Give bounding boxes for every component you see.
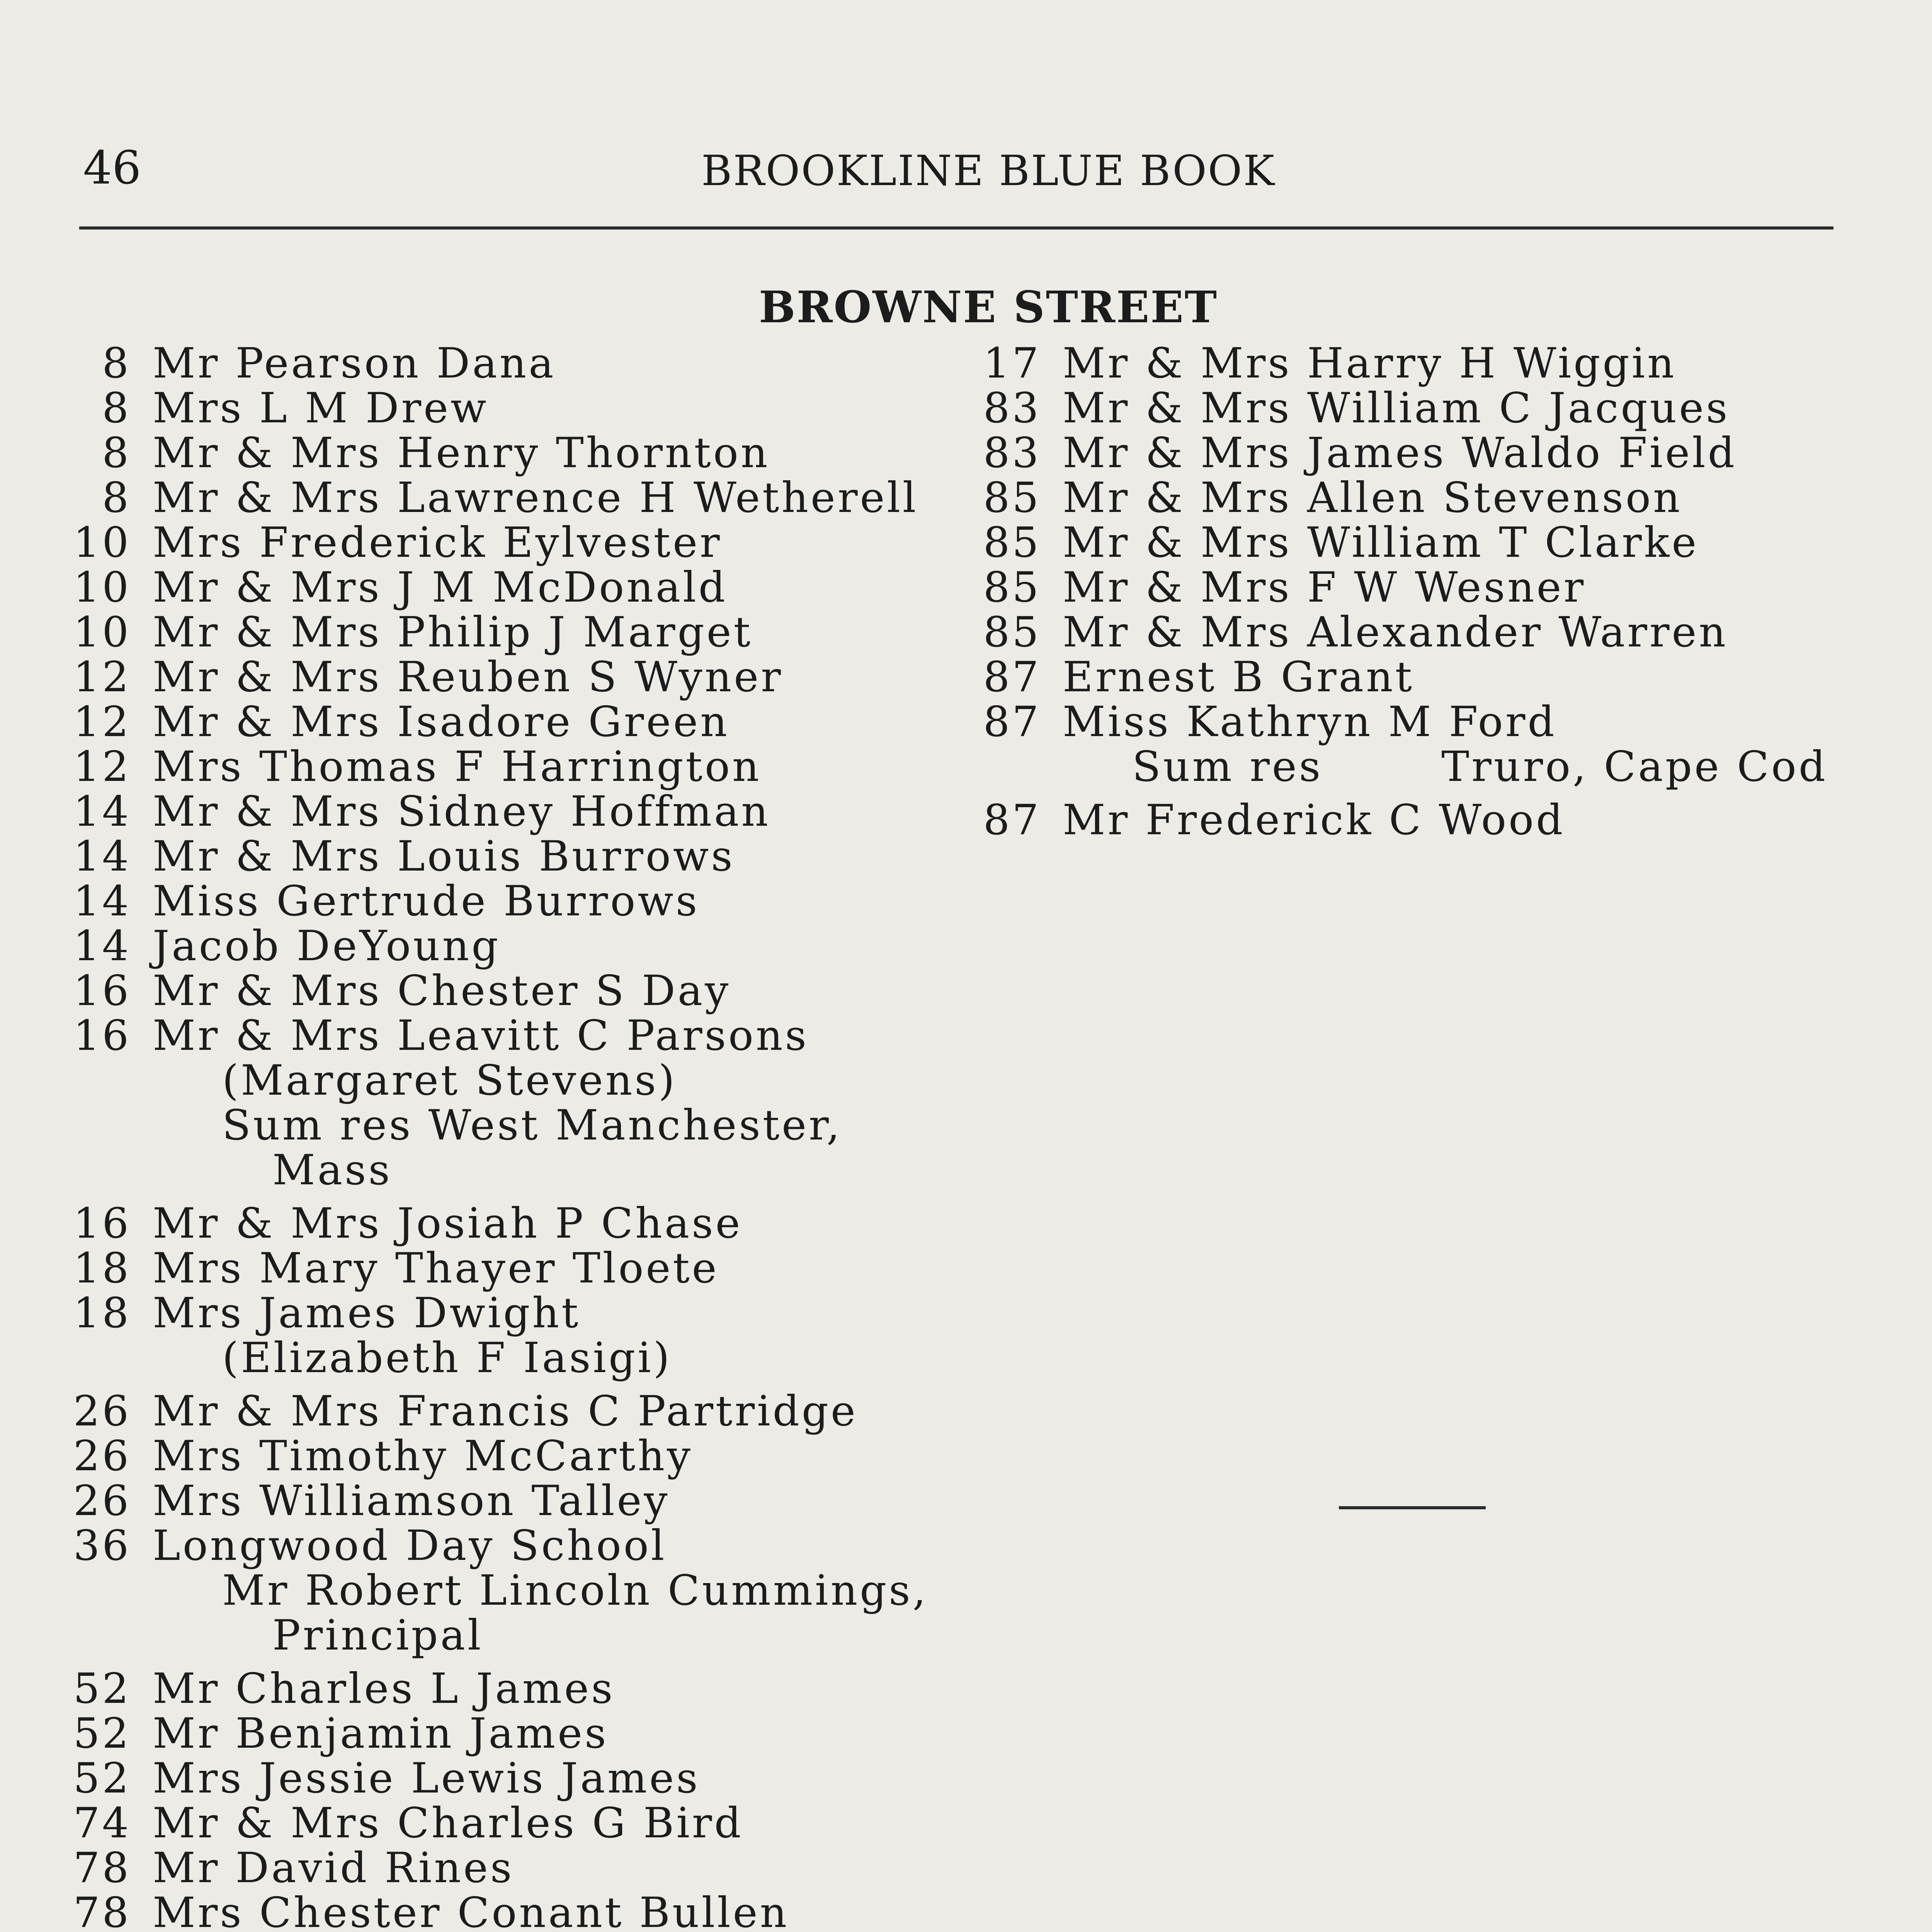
directory-entry bbox=[983, 653, 1828, 701]
house-number: 14 bbox=[73, 877, 131, 925]
resident-name: Mrs Jessie Lewis James bbox=[153, 1754, 700, 1803]
directory-entry bbox=[73, 1432, 928, 1480]
house-number: 18 bbox=[73, 1244, 131, 1293]
directory-entry bbox=[983, 519, 1828, 567]
house-number: 26 bbox=[73, 1387, 131, 1435]
section-title: BROWNE STREET bbox=[759, 282, 1218, 333]
resident-name: Mrs Williamson Talley bbox=[153, 1477, 670, 1525]
resident-name: Mr & Mrs Henry Thornton bbox=[153, 429, 770, 477]
house-number: 36 bbox=[73, 1522, 131, 1570]
directory-entry bbox=[73, 608, 928, 656]
directory-entry bbox=[983, 698, 1828, 746]
house-number: 87 bbox=[983, 796, 1041, 844]
directory-entry bbox=[73, 1844, 928, 1892]
house-number: 8 bbox=[102, 339, 131, 388]
house-number: 52 bbox=[73, 1709, 131, 1758]
entry-continuation: Mass bbox=[272, 1146, 392, 1194]
house-number: 17 bbox=[983, 339, 1041, 388]
directory-entry bbox=[73, 698, 928, 746]
resident-name: Mr & Mrs Reuben S Wyner bbox=[153, 653, 783, 701]
house-number: 26 bbox=[73, 1477, 131, 1525]
left-column bbox=[73, 339, 929, 1932]
house-number: 10 bbox=[73, 563, 131, 612]
entry-continuation: Principal bbox=[272, 1611, 483, 1660]
directory-entry bbox=[73, 922, 928, 970]
resident-name: Mrs Frederick Eylvester bbox=[153, 519, 722, 567]
resident-name: Mr & Mrs William T Clarke bbox=[1063, 519, 1699, 567]
house-number: 85 bbox=[983, 608, 1041, 656]
resident-name: Mr & Mrs James Waldo Field bbox=[1063, 429, 1737, 477]
resident-name: Mr David Rines bbox=[153, 1844, 514, 1892]
resident-name: Mr & Mrs Harry H Wiggin bbox=[1063, 339, 1677, 388]
resident-name: Mrs Chester Conant Bullen bbox=[153, 1889, 789, 1932]
directory-entry bbox=[983, 796, 1828, 844]
house-number: 14 bbox=[73, 832, 131, 881]
resident-name: Mr & Mrs Alexander Warren bbox=[1063, 608, 1728, 656]
right-column-top bbox=[983, 339, 1828, 844]
resident-name: Miss Gertrude Burrows bbox=[153, 877, 700, 925]
directory-entry bbox=[73, 1387, 928, 1435]
directory-entry bbox=[983, 608, 1828, 656]
house-number: 12 bbox=[73, 698, 131, 746]
house-number: 85 bbox=[983, 563, 1041, 612]
directory-entry bbox=[102, 474, 928, 522]
directory-entry bbox=[73, 1665, 928, 1713]
resident-name: Mr & Mrs Allen Stevenson bbox=[1063, 474, 1682, 522]
house-number: 83 bbox=[983, 384, 1041, 432]
directory-entry bbox=[983, 563, 1828, 612]
house-number: 14 bbox=[73, 787, 131, 836]
resident-name: Mrs Thomas F Harrington bbox=[153, 743, 762, 791]
house-number: 52 bbox=[73, 1754, 131, 1803]
directory-entry bbox=[73, 1244, 928, 1293]
directory-entry bbox=[73, 743, 928, 791]
column-divider-rule bbox=[1339, 1506, 1486, 1509]
entry-continuation bbox=[1063, 745, 1828, 789]
resident-name: Mr Charles L James bbox=[153, 1665, 615, 1713]
resident-name: Mr Frederick C Wood bbox=[1063, 796, 1565, 844]
house-number: 10 bbox=[73, 519, 131, 567]
house-number: 16 bbox=[73, 1199, 131, 1248]
header-rule bbox=[79, 226, 1833, 230]
resident-name: Mr & Mrs Isadore Green bbox=[153, 698, 730, 746]
house-number: 85 bbox=[983, 519, 1041, 567]
page-number: 46 bbox=[83, 141, 141, 194]
directory-entry bbox=[983, 384, 1828, 432]
house-number: 87 bbox=[983, 653, 1041, 701]
resident-name: Mr Pearson Dana bbox=[153, 339, 556, 388]
entry-continuation: (Margaret Stevens) bbox=[222, 1056, 677, 1105]
directory-entry bbox=[73, 1289, 928, 1337]
directory-entry bbox=[73, 1477, 928, 1525]
directory-entry bbox=[73, 563, 928, 612]
resident-name: Mrs James Dwight bbox=[153, 1289, 581, 1337]
directory-entry bbox=[983, 429, 1828, 477]
house-number: 8 bbox=[102, 384, 131, 432]
house-number: 16 bbox=[73, 967, 131, 1015]
resident-name: Mr & Mrs Leavitt C Parsons bbox=[153, 1012, 809, 1060]
directory-entry bbox=[983, 474, 1828, 522]
house-number: 10 bbox=[73, 608, 131, 656]
house-number: 18 bbox=[73, 1289, 131, 1337]
directory-entry bbox=[73, 787, 928, 836]
directory-entry bbox=[73, 1199, 928, 1248]
resident-name: Ernest B Grant bbox=[1063, 653, 1415, 701]
resident-name: Mr & Mrs Philip J Marget bbox=[153, 608, 753, 656]
resident-name: Mr & Mrs Francis C Partridge bbox=[153, 1387, 858, 1435]
directory-entry bbox=[73, 1754, 928, 1803]
resident-name: Mrs Mary Thayer Tloete bbox=[153, 1244, 719, 1293]
resident-name: Mrs Timothy McCarthy bbox=[153, 1432, 693, 1480]
directory-entry bbox=[73, 1709, 928, 1758]
directory-entry bbox=[102, 384, 928, 432]
house-number: 26 bbox=[73, 1432, 131, 1480]
directory-entry bbox=[73, 967, 928, 1015]
resident-name: Mr & Mrs Charles G Bird bbox=[153, 1799, 743, 1847]
house-number: 87 bbox=[983, 698, 1041, 746]
directory-entry bbox=[73, 877, 928, 925]
running-title: BROOKLINE BLUE BOOK bbox=[701, 147, 1276, 195]
directory-entry bbox=[73, 1012, 928, 1060]
house-number: 78 bbox=[73, 1889, 131, 1932]
house-number: 14 bbox=[73, 922, 131, 970]
resident-name: Mr & Mrs J M McDonald bbox=[153, 563, 728, 612]
house-number: 8 bbox=[102, 474, 131, 522]
entry-continuation: Sum res West Manchester, bbox=[222, 1101, 842, 1150]
house-number: 12 bbox=[73, 653, 131, 701]
resident-name: Mr & Mrs F W Wesner bbox=[1063, 563, 1586, 612]
continuation-label: Sum res bbox=[1132, 743, 1323, 791]
house-number: 12 bbox=[73, 743, 131, 791]
entry-continuation: Mr Robert Lincoln Cummings, bbox=[222, 1566, 929, 1615]
resident-name: Mr & Mrs Chester S Day bbox=[153, 967, 731, 1015]
house-number: 8 bbox=[102, 429, 131, 477]
house-number: 16 bbox=[73, 1012, 131, 1060]
directory-entry bbox=[73, 1889, 928, 1932]
house-number: 78 bbox=[73, 1844, 131, 1892]
resident-name: Mr & Mrs Lawrence H Wetherell bbox=[153, 474, 918, 522]
resident-name: Mrs L M Drew bbox=[153, 384, 489, 432]
house-number: 83 bbox=[983, 429, 1041, 477]
continuation-value: Truro, Cape Cod bbox=[1441, 743, 1828, 791]
directory-entry bbox=[102, 339, 928, 388]
directory-entry bbox=[983, 339, 1828, 388]
resident-name: Longwood Day School bbox=[153, 1522, 667, 1570]
resident-name: Mr & Mrs Sidney Hoffman bbox=[153, 787, 770, 836]
directory-entry bbox=[73, 1522, 928, 1570]
entry-continuation: (Elizabeth F Iasigi) bbox=[222, 1334, 672, 1382]
directory-entry bbox=[73, 653, 928, 701]
directory-entry bbox=[102, 429, 928, 477]
house-number: 52 bbox=[73, 1665, 131, 1713]
resident-name: Mr & Mrs Josiah P Chase bbox=[153, 1199, 743, 1248]
resident-name: Mr Benjamin James bbox=[153, 1709, 609, 1758]
resident-name: Mr & Mrs William C Jacques bbox=[1063, 384, 1730, 432]
resident-name: Mr & Mrs Louis Burrows bbox=[153, 832, 735, 881]
house-number: 85 bbox=[983, 474, 1041, 522]
resident-name: Jacob DeYoung bbox=[153, 922, 501, 970]
resident-name: Miss Kathryn M Ford bbox=[1063, 698, 1557, 746]
directory-entry bbox=[73, 832, 928, 881]
directory-entry bbox=[73, 519, 928, 567]
house-number: 74 bbox=[73, 1799, 131, 1847]
directory-entry bbox=[73, 1799, 928, 1847]
